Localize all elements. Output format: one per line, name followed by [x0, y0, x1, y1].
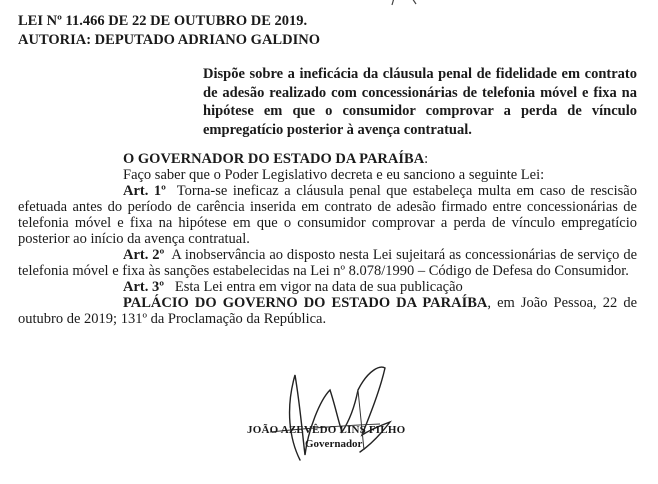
- document-header: [18, 12, 320, 50]
- article-2: [18, 247, 637, 279]
- ementa-summary: Dispõe sobre a ineficácia da cláusula penal de fidelidade em contrato de adesão realizado com concessionárias de telefonia móvel e fixa na hipótese em que o consumidor comprovar a perda de vínculo empregatício posterior à avença contratual.: [203, 66, 637, 138]
- law-body: [18, 151, 637, 327]
- signatory-name: JOÃO AZEVÊDO LINS FILHO: [247, 424, 406, 436]
- governor-colon: :: [424, 151, 429, 167]
- intro-paragraph: Faço saber que o Poder Legislativo decreta e eu sanciono a seguinte Lei:: [123, 167, 545, 183]
- place-date: , em João Pessoa, 22 de outubro de 2019; 131º da Proclamação da República.: [18, 295, 638, 327]
- article-1-text: Torna-se ineficaz a cláusula penal que estabeleça multa em caso de rescisão efetuada antes do período de carência inserida em contrato de adesão firmado entre concessionárias de telefonia móvel e fixa na hipótese em que o consumidor comprovar a perda de vínculo empregatício posterior ao início da avença contratual.: [18, 183, 637, 247]
- article-3-text: Esta Lei entra em vigor na data de sua publicação: [174, 279, 463, 295]
- article-1-label: Art. 1º: [123, 183, 166, 199]
- closing-paragraph: [18, 295, 637, 327]
- palace-name: PALÁCIO DO GOVERNO DO ESTADO DA PARAÍBA: [123, 295, 488, 311]
- governor-heading: [18, 151, 637, 167]
- governor-title: O GOVERNADOR DO ESTADO DA PARAÍBA: [123, 151, 425, 167]
- law-number-line: LEI Nº 11.466 DE 22 DE OUTUBRO DE 2019.: [18, 13, 308, 29]
- article-3: [18, 279, 637, 295]
- signature-scribble-icon: [230, 360, 430, 470]
- authorship-line: AUTORIA: DEPUTADO ADRIANO GALDINO: [18, 32, 320, 48]
- signatory-role: Governador: [305, 438, 363, 450]
- article-1: [18, 183, 637, 247]
- article-2-text: A inobservância ao disposto nesta Lei sujeitará as concessionárias de serviço de telefonia móvel e fixa às sanções estabelecidas na Lei nº 8.078/1990 – Código de Defesa do Consumidor.: [18, 247, 638, 279]
- article-2-label: Art. 2º: [123, 247, 165, 263]
- page-fragment-mark: [390, 0, 420, 6]
- article-3-label: Art. 3º: [123, 279, 165, 295]
